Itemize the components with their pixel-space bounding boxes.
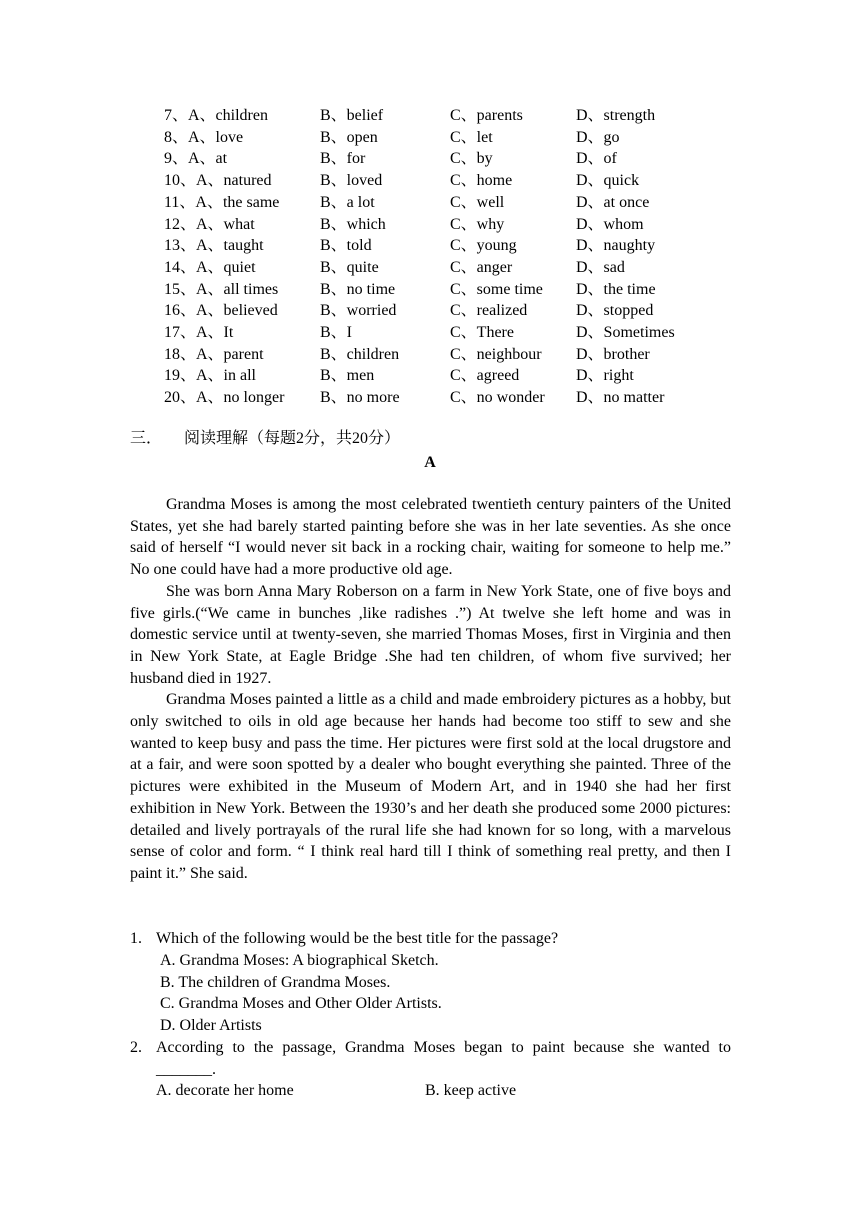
- section-title: 阅读理解（每题2分，共20分）: [184, 430, 401, 447]
- choice-c: C. Grandma Moses and Other Older Artists.: [160, 995, 442, 1013]
- option-c: C、why: [450, 215, 505, 233]
- question-number: 2.: [130, 1039, 142, 1056]
- option-a: 14、A、quiet: [164, 258, 256, 276]
- option-d: D、at once: [576, 193, 650, 211]
- option-d: D、quick: [576, 172, 640, 190]
- option-a: 18、A、parent: [164, 345, 264, 363]
- option-d: D、naughty: [576, 237, 656, 255]
- option-c: C、neighbour: [450, 345, 542, 363]
- question-1: [130, 928, 731, 950]
- option-b: B、belief: [320, 107, 384, 124]
- choice-d: D. Older Artists: [160, 1017, 262, 1035]
- option-d: D、strength: [576, 107, 656, 124]
- passage-paragraph: Grandma Moses painted a little as a child and made embroidery pictures as a hobby, but only switched to oils in old age because her hands had become too stiff to sew and she wanted to keep busy and pass the time. Her pictures were first sold at the local drugstore and at a fair, and were soon spotted by a dealer who bought everything she painted. Three of the pictures were exhibited in the Museum of Modern Art, and in 1940 she had her first exhibition in New York. Between the 1930’s and her death she produced some 2000 pictures: detailed and lively portrayals of the rural life she had known for so long, with a marvelous sense of color and form. “ I think real hard till I think of something real pretty, and then I paint it.” She said.: [130, 691, 731, 882]
- option-c: C、no wonder: [450, 389, 545, 407]
- option-d: D、of: [576, 150, 617, 168]
- option-c: C、well: [450, 193, 505, 211]
- option-c: C、parents: [450, 107, 523, 124]
- option-a: 15、A、all times: [164, 280, 279, 298]
- option-d: D、sad: [576, 258, 625, 276]
- question-number: 1.: [130, 930, 142, 947]
- option-b: B、no time: [320, 280, 396, 298]
- option-d: D、the time: [576, 280, 656, 298]
- option-b: B、a lot: [320, 193, 375, 211]
- option-c: C、realized: [450, 302, 528, 320]
- option-b: B、quite: [320, 258, 379, 276]
- option-a: 11、A、the same: [164, 193, 280, 211]
- option-a: 13、A、taught: [164, 237, 264, 255]
- option-d: D、whom: [576, 215, 644, 233]
- option-a: 16、A、believed: [164, 302, 278, 320]
- option-b: B、worried: [320, 302, 397, 320]
- option-b: B、for: [320, 150, 366, 168]
- option-b: B、open: [320, 128, 378, 146]
- option-a: 20、A、no longer: [164, 389, 285, 407]
- option-c: C、There: [450, 324, 514, 341]
- option-b: B、which: [320, 215, 386, 233]
- option-b: B、loved: [320, 172, 383, 190]
- option-d: D、no matter: [576, 389, 665, 407]
- passage-paragraph: Grandma Moses is among the most celebrated twentieth century painters of the United States, yet she had barely started painting before she was in her late seventies. As she once said of herself “I would never sit back in a rocking chair, waiting for someone to help me.” No one could have had a more productive old age.: [130, 496, 731, 579]
- option-a: 17、A、It: [164, 324, 234, 341]
- reading-passage: [130, 494, 731, 885]
- option-c: C、home: [450, 172, 513, 190]
- option-d: D、right: [576, 367, 634, 385]
- option-d: D、brother: [576, 345, 650, 363]
- option-d: D、Sometimes: [576, 324, 675, 341]
- choice-a: A. decorate her home: [156, 1082, 294, 1099]
- section-number: 三．: [130, 430, 163, 447]
- choice-b: B. keep active: [425, 1082, 517, 1099]
- option-a: 9、A、at: [164, 150, 228, 168]
- option-c: C、by: [450, 150, 493, 168]
- question-stem: According to the passage, Grandma Moses began to paint because she wanted to _______.: [156, 1039, 731, 1078]
- passage-paragraph: She was born Anna Mary Roberson on a farm in New York State, one of five boys and five girls.(“We came in bunches ,like radishes .”) At twelve she left home and was in domestic service until at twenty-seven, she married Thomas Moses, first in Virginia and then in New York State, at Eagle Bridge .She had ten children, of whom five survived; her husband died in 1927.: [130, 582, 731, 687]
- option-b: B、I: [320, 324, 353, 341]
- option-b: B、no more: [320, 389, 400, 407]
- option-a: 10、A、natured: [164, 172, 272, 190]
- option-a: 8、A、love: [164, 128, 244, 146]
- option-c: C、young: [450, 237, 517, 255]
- option-a: 19、A、in all: [164, 367, 256, 385]
- option-d: D、stopped: [576, 302, 654, 320]
- section-heading: [130, 428, 400, 450]
- choice-a: A. Grandma Moses: A biographical Sketch.: [160, 952, 439, 969]
- passage-title: A: [424, 454, 436, 471]
- question-stem: Which of the following would be the best title for the passage?: [156, 930, 559, 947]
- choice-b: B. The children of Grandma Moses.: [160, 973, 391, 991]
- option-b: B、men: [320, 367, 375, 385]
- option-b: B、told: [320, 237, 372, 255]
- option-a: 12、A、what: [164, 215, 255, 233]
- option-b: B、children: [320, 345, 400, 363]
- option-a: 7、A、children: [164, 107, 268, 124]
- option-c: C、let: [450, 128, 493, 146]
- option-c: C、some time: [450, 280, 543, 298]
- option-c: C、anger: [450, 258, 513, 276]
- question-2: [130, 1037, 731, 1080]
- option-d: D、go: [576, 128, 620, 146]
- option-c: C、agreed: [450, 367, 520, 385]
